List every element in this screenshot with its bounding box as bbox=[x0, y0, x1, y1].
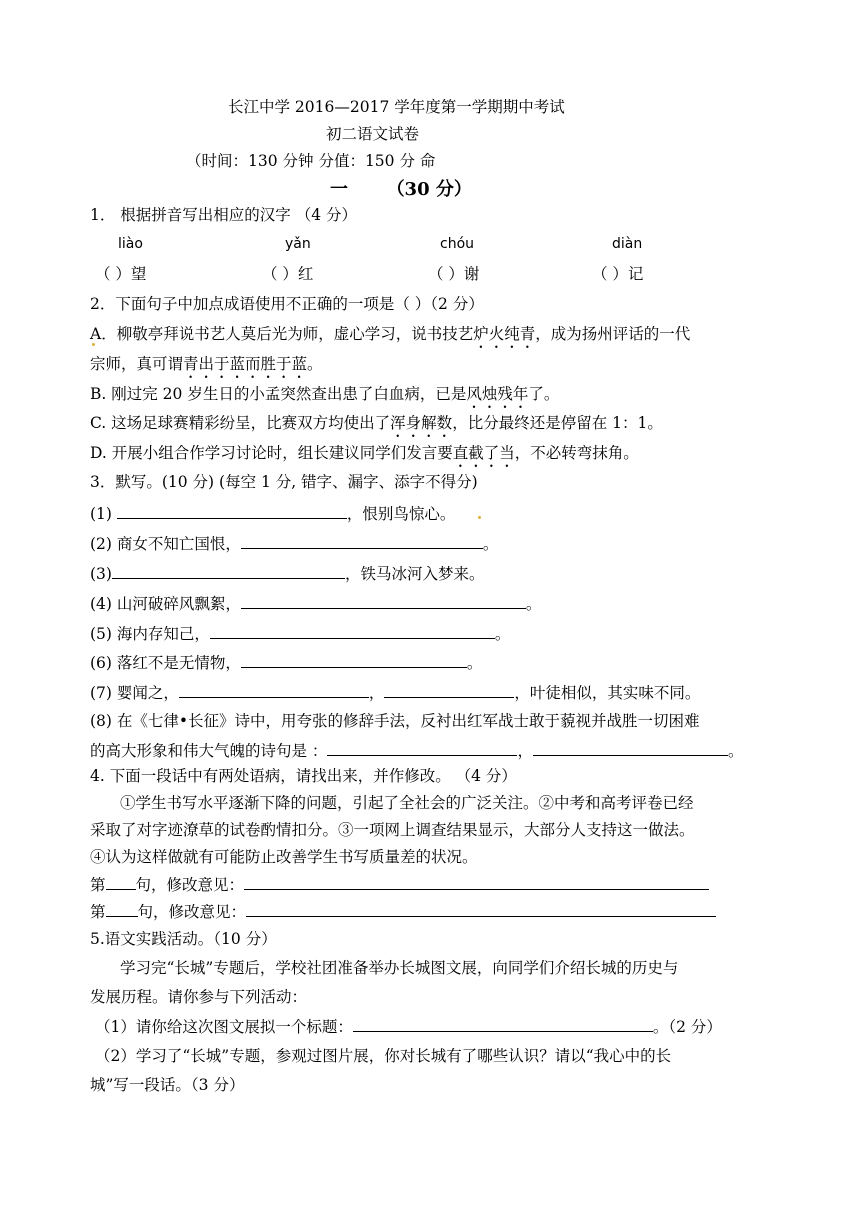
q3-prompt: 3．默写。(10 分) (每空 1 分, 错字、漏字、添字不得分) bbox=[90, 473, 478, 491]
q1-pinyin-2: yǎn bbox=[285, 236, 311, 252]
q1-blank-4[interactable]: （ ）记 bbox=[592, 265, 644, 283]
q5-prompt: 5.语文实践活动。（10 分） bbox=[90, 930, 277, 948]
q2-d-end: ，不必转弯抹角。 bbox=[514, 444, 639, 462]
answer-blank[interactable] bbox=[246, 901, 716, 917]
q3-l7-mid: ， bbox=[368, 684, 385, 702]
q3-line-2 bbox=[90, 533, 498, 554]
answer-blank[interactable] bbox=[179, 682, 369, 698]
q2-b-idiom: 风烛残年 bbox=[466, 385, 529, 403]
q3-l8-end: 。 bbox=[727, 742, 744, 760]
q1-blank-1[interactable]: （ ）望 bbox=[95, 265, 147, 283]
q3-l7-text: (7) 婴闻之， bbox=[90, 684, 179, 702]
q1-blank-2[interactable]: （ ）红 bbox=[262, 265, 314, 283]
q3-line-3 bbox=[90, 563, 484, 584]
q2-a2-end: 。 bbox=[307, 355, 323, 373]
q4-a1-mid: 句，修改意见： bbox=[135, 876, 245, 894]
answer-blank[interactable] bbox=[327, 740, 517, 756]
q2-a-idiom: 炉火纯青 bbox=[473, 325, 536, 343]
answer-blank[interactable] bbox=[241, 533, 483, 549]
q4-a2-pre: 第 bbox=[90, 903, 106, 921]
q2-option-c[interactable] bbox=[90, 413, 663, 441]
q2-option-d[interactable] bbox=[90, 443, 639, 471]
q2-a2-idiom: 青出于蓝而胜于蓝 bbox=[183, 355, 308, 373]
q3-l8-mid: ， bbox=[517, 742, 533, 760]
q3-l1-num: (1) bbox=[90, 505, 112, 523]
answer-blank[interactable] bbox=[241, 593, 526, 609]
answer-blank[interactable] bbox=[210, 623, 495, 639]
q3-line-4 bbox=[90, 593, 541, 614]
q3-line-7 bbox=[90, 682, 700, 703]
q3-l6-text: (6) 落红不是无情物， bbox=[90, 654, 241, 672]
q1-pinyin-3: chóu bbox=[440, 236, 475, 252]
q2-d-idiom: 直截了当 bbox=[452, 444, 515, 462]
q3-line-5 bbox=[90, 623, 510, 644]
answer-blank[interactable] bbox=[112, 563, 345, 579]
q2-option-a[interactable] bbox=[90, 324, 690, 352]
q4-a1-pre: 第 bbox=[90, 876, 106, 894]
q3-l2-end: 。 bbox=[482, 535, 499, 553]
q3-l5-end: 。 bbox=[494, 625, 511, 643]
q2-c-text: C. 这场足球赛精彩纷呈，比赛双方均使出了 bbox=[90, 414, 391, 432]
answer-blank[interactable] bbox=[106, 874, 136, 890]
section-one-heading bbox=[330, 175, 472, 201]
q2-b-text: B. 刚过完 20 岁生日的小孟突然查出患了白血病，已是 bbox=[90, 385, 467, 403]
q3-line-8b bbox=[90, 740, 743, 761]
answer-blank[interactable] bbox=[106, 901, 138, 917]
answer-blank[interactable] bbox=[384, 682, 514, 698]
answer-blank[interactable] bbox=[353, 1016, 653, 1032]
q2-b-end: 了。 bbox=[528, 385, 560, 403]
q2-d-text: D. 开展小组合作学习讨论时，组长建议同学们发言要 bbox=[90, 444, 453, 462]
q4-answer-2 bbox=[90, 901, 716, 922]
q1-pinyin-1: liào bbox=[118, 236, 143, 252]
q4-answer-1 bbox=[90, 874, 709, 895]
q5-intro-line-2: 发展历程。请你参与下列活动： bbox=[90, 988, 308, 1006]
q5-sub-2: （2）学习了“长城”专题，参观过图片展，你对长城有了哪些认识？请以“我心中的长 bbox=[95, 1047, 672, 1065]
q4-a2-mid: 句，修改意见： bbox=[137, 903, 247, 921]
q4-prompt: 4. 下面一段话中有两处语病，请找出来，并作修改。 （4 分） bbox=[90, 767, 517, 785]
q1-prompt: 1． 根据拼音写出相应的汉字 （4 分） bbox=[90, 206, 358, 224]
q3-l8-text: 的高大形象和伟大气魄的诗句是 ： bbox=[90, 742, 328, 760]
answer-blank[interactable] bbox=[241, 652, 467, 668]
exam-meta: （时间：130 分钟 分值：150 分 命 bbox=[186, 152, 436, 170]
q3-l5-text: (5) 海内存知己， bbox=[90, 625, 210, 643]
q3-l3-num: (3) bbox=[90, 565, 112, 583]
q3-l2-text: (2) 商女不知亡国恨， bbox=[90, 535, 241, 553]
q5-intro-line-1: 学习完“长城”专题后，学校社团准备举办长城图文展，向同学们介绍长城的历史与 bbox=[120, 959, 679, 977]
q4-passage-line-1: ①学生书写水平逐渐下降的问题，引起了全社会的广泛关注。②中考和高考评卷已经 bbox=[120, 794, 694, 812]
q3-line-6 bbox=[90, 652, 482, 673]
exam-title: 长江中学 2016—2017 学年度第一学期期中考试 bbox=[228, 98, 565, 116]
q5-s1-text: （1）请你给这次图文展拟一个标题： bbox=[95, 1018, 353, 1036]
q3-line-1 bbox=[90, 503, 455, 524]
q3-line-8: (8) 在《七律•长征》诗中，用夸张的修辞手法，反衬出红军战士敢于藐视并战胜一切困难 bbox=[90, 712, 700, 730]
q3-l6-end: 。 bbox=[466, 654, 483, 672]
q2-a2-text: 宗师，真可谓 bbox=[90, 355, 184, 373]
answer-blank[interactable] bbox=[533, 740, 728, 756]
q4-passage-line-3: ④认为这样做就有可能防止改善学生书写质量差的状况。 bbox=[90, 848, 478, 866]
q4-passage-line-2: 采取了对字迹潦草的试卷酌情扣分。③一项网上调查结果显示，大部分人支持这一做法。 bbox=[90, 821, 695, 839]
q2-prompt: 2．下面句子中加点成语使用不正确的一项是（ ）（2 分） bbox=[90, 295, 484, 313]
q2-a-text: A．柳敬亭拜说书艺人莫后光为师，虚心学习，说书技艺 bbox=[90, 325, 474, 343]
highlight-dot-mark bbox=[92, 343, 95, 346]
exam-subtitle: 初二语文试卷 bbox=[326, 125, 420, 143]
q2-option-a-line2 bbox=[90, 354, 323, 382]
q1-blank-3[interactable]: （ ）谢 bbox=[428, 265, 480, 283]
answer-blank[interactable] bbox=[244, 874, 709, 890]
q5-sub-1 bbox=[95, 1016, 722, 1037]
q3-l4-text: (4) 山河破碎风飘絮， bbox=[90, 595, 241, 613]
q5-sub-2-line2: 城”写一段话。（3 分） bbox=[90, 1076, 245, 1094]
highlight-dot-mark bbox=[478, 516, 481, 519]
q2-c-end: ，比分最终还是停留在 1：1。 bbox=[452, 414, 663, 432]
q1-pinyin-4: diàn bbox=[612, 236, 643, 252]
q3-l7-end: ，叶徒相似，其实味不同。 bbox=[514, 684, 701, 702]
q3-l1-text: ，恨别鸟惊心。 bbox=[346, 505, 456, 523]
q5-s1-end: 。（2 分） bbox=[652, 1018, 722, 1036]
q2-c-idiom: 浑身解数 bbox=[390, 414, 453, 432]
q3-l4-end: 。 bbox=[525, 595, 542, 613]
section-one-score: （30 分） bbox=[386, 179, 472, 200]
q2-a-text-end: ，成为扬州评话的一代 bbox=[535, 325, 691, 343]
section-one-label: 一 bbox=[330, 179, 348, 200]
answer-blank[interactable] bbox=[117, 503, 347, 519]
q2-option-b[interactable] bbox=[90, 384, 559, 412]
q3-l3-text: ，铁马冰河入梦来。 bbox=[344, 565, 485, 583]
